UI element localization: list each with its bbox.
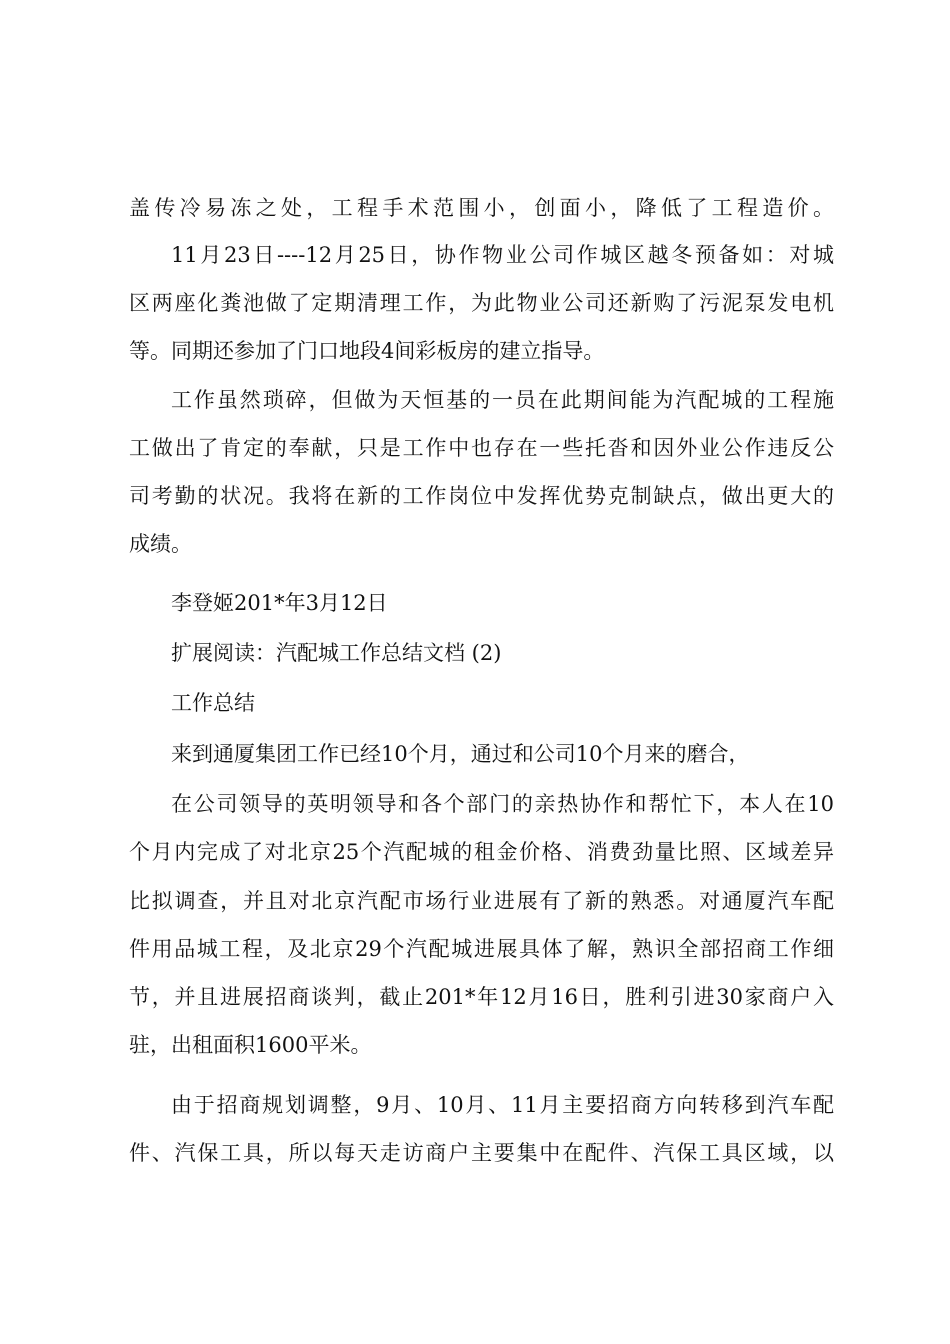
- text-line: 在公司领导的英明领导和各个部门的亲热协作和帮忙下，本人在10: [171, 792, 834, 816]
- text-line: 件用品城工程，及北京29个汽配城进展具体了解，熟识全部招商工作细: [129, 937, 834, 961]
- signature-date: 李登姬201*年3月12日: [171, 591, 388, 615]
- document-title: 工作总结: [171, 691, 255, 715]
- text-line: 件、汽保工具，所以每天走访商户主要集中在配件、汽保工具区域，以: [129, 1141, 834, 1165]
- text-line: 个月内完成了对北京25个汽配城的租金价格、消费劲量比照、区域差异: [129, 840, 834, 864]
- text-line: 等。同期还参加了门口地段4间彩板房的建立指导。: [129, 339, 605, 363]
- text-line: 司考勤的状况。我将在新的工作岗位中发挥优势克制缺点，做出更大的: [129, 484, 834, 508]
- text-line: 成绩。: [129, 532, 192, 556]
- text-line: 来到通厦集团工作已经10个月，通过和公司10个月来的磨合，: [171, 742, 750, 766]
- text-line: 比拟调查，并且对北京汽配市场行业进展有了新的熟悉。对通厦汽车配: [129, 889, 834, 913]
- text-line: 驻，出租面积1600平米。: [129, 1033, 372, 1057]
- text-line: 区两座化粪池做了定期清理工作，为此物业公司还新购了污泥泵发电机: [129, 291, 834, 315]
- text-line: 由于招商规划调整，9月、10月、11月主要招商方向转移到汽车配: [171, 1093, 834, 1117]
- text-line: 工作虽然琐碎，但做为天恒基的一员在此期间能为汽配城的工程施: [171, 388, 834, 412]
- section-heading: 扩展阅读：汽配城工作总结文档 (2): [171, 641, 502, 665]
- text-line: 盖传冷易冻之处，工程手术范围小，创面小，降低了工程造价。: [129, 196, 834, 220]
- text-line: 节，并且进展招商谈判，截止201*年12月16日，胜利引进30家商户入: [129, 985, 834, 1009]
- text-line: 11月23日----12月25日，协作物业公司作城区越冬预备如：对城: [171, 243, 834, 267]
- text-line: 工做出了肯定的奉献，只是工作中也存在一些托沓和因外业公作违反公: [129, 436, 834, 460]
